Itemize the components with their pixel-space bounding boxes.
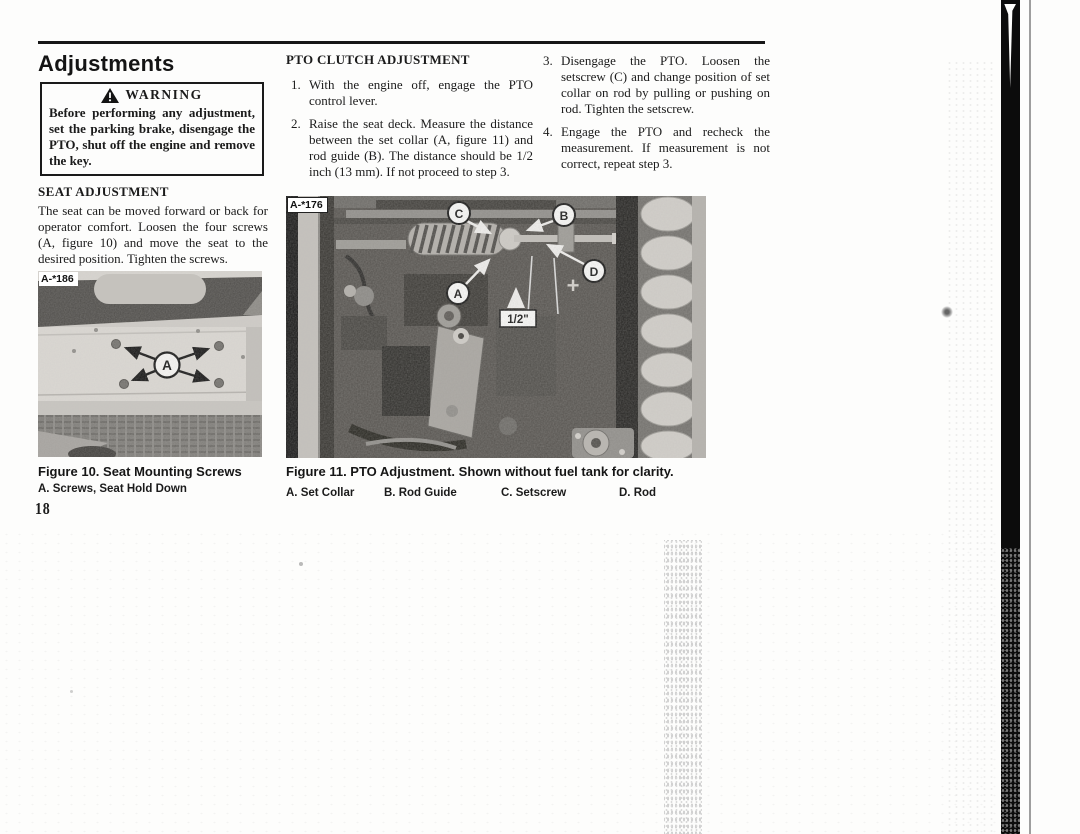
fig11-photo-tag: A-*176: [287, 197, 328, 213]
step-number: 3.: [543, 53, 553, 68]
warning-triangle-icon: [101, 88, 119, 103]
fig10-legend: A. Screws, Seat Hold Down: [38, 483, 187, 495]
step-number: 2.: [291, 116, 301, 131]
step-text: Raise the seat deck. Measure the distance between the set collar (A, figure 11) and rod guide (B). The distance should be 1/2 inch (13 mm). If not proceed to step 3.: [309, 116, 533, 179]
step-text: Engage the PTO and recheck the measurement. If measurement is not correct, repeat step 3.: [561, 124, 770, 171]
page-number: 18: [35, 499, 51, 518]
step-number: 4.: [543, 124, 553, 139]
fig11-legend-b: B. Rod Guide: [384, 487, 457, 499]
fig10-photo-tag: A-*186: [39, 272, 78, 286]
fig11-legend: [286, 487, 756, 503]
fig10-caption: Figure 10. Seat Mounting Screws: [38, 464, 242, 479]
scan-noise-area: [0, 530, 1000, 834]
scan-blotch: [941, 306, 953, 318]
warning-heading: WARNING: [125, 87, 203, 102]
figure10-photo: [38, 271, 262, 457]
figure11-photo: [286, 196, 706, 458]
pto-step-4: [538, 124, 770, 172]
seat-adjustment-text: The seat can be moved forward or back for operator comfort. Loosen the four screws (A, figure 10) and move the seat to the desired position. Tighten the screws.: [38, 203, 268, 266]
page-title: Adjustments: [38, 51, 175, 76]
scan-noise-stripe: [664, 540, 702, 834]
scan-noise-stripe: [946, 60, 994, 834]
fig11-legend-d: D. Rod: [619, 487, 657, 499]
binding-texture: [1001, 548, 1020, 834]
step-number: 1.: [291, 77, 301, 92]
pto-column-1: [286, 52, 533, 187]
top-rule: [38, 41, 765, 44]
pto-step-2: [286, 116, 533, 180]
fig11-legend-c: C. Setscrew: [501, 487, 567, 499]
pto-step-1: [286, 77, 533, 109]
seat-adjustment-heading: SEAT ADJUSTMENT: [38, 184, 169, 199]
pto-heading: PTO CLUTCH ADJUSTMENT: [286, 52, 470, 67]
scan-speck: [70, 690, 73, 693]
binding-strip: [1001, 0, 1020, 834]
scan-speck: [299, 562, 303, 566]
pto-step-3: [538, 53, 770, 117]
warning-box: [40, 82, 264, 176]
binding-notch: [1003, 4, 1016, 88]
fig11-caption: Figure 11. PTO Adjustment. Shown without fuel tank for clarity.: [286, 464, 674, 479]
step-text: With the engine off, engage the PTO control lever.: [309, 77, 533, 108]
step-text: Disengage the PTO. Loosen the setscrew (C) and change position of set collar on rod by pulling or pushing on rod. Tighten the setscrew.: [561, 53, 770, 116]
page-edge-line: [1029, 0, 1031, 834]
fig11-legend-a: A. Set Collar: [286, 487, 355, 499]
warning-heading-row: [49, 87, 255, 103]
pto-column-2: [538, 53, 770, 179]
warning-body: Before performing any adjustment, set the parking brake, disengage the PTO, shut off the engine and remove the key.: [49, 105, 255, 168]
